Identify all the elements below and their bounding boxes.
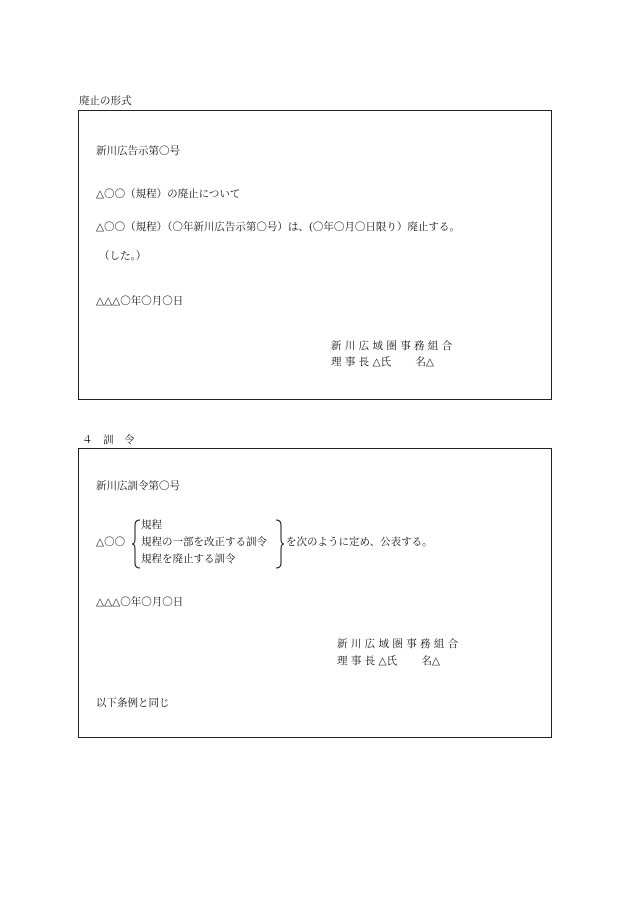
section2-heading: ４ 訓 令 <box>82 434 135 446</box>
option-kitei: 規程 <box>141 519 162 531</box>
section2-suffix: を次のように定め、公表する。 <box>286 536 433 548</box>
section2-frame <box>78 448 552 738</box>
section1-organization: 新 川 広 域 圏 事 務 組 合 <box>331 340 453 352</box>
section1-body: △〇〇（規程）（〇年新川広告示第〇号）は、(〇年〇月〇日限り）廃止する。 <box>96 221 460 233</box>
option-amendment: 規程の一部を改正する訓令 <box>141 536 267 548</box>
section2-footer-note: 以下条例と同じ <box>96 697 170 709</box>
section1-heading: 廃止の形式 <box>79 95 132 107</box>
section2-signatory: 理 事 長 △氏 名△ <box>337 655 441 667</box>
left-brace-icon <box>131 519 141 569</box>
section1-alt-text: （した。） <box>99 250 147 262</box>
section1-notice-number: 新川広告示第〇号 <box>96 145 180 157</box>
section1-subject: △〇〇（規程）の廃止について <box>96 188 241 200</box>
option-abolition: 規程を廃止する訓令 <box>141 553 236 565</box>
section2-organization: 新 川 広 域 圏 事 務 組 合 <box>337 638 459 650</box>
section1-signatory: 理 事 長 △氏 名△ <box>331 356 435 368</box>
section1-date: △△△〇年〇月〇日 <box>96 295 184 307</box>
right-brace-icon <box>275 519 285 569</box>
section1-frame <box>78 110 552 400</box>
section2-date: △△△〇年〇月〇日 <box>96 596 184 608</box>
section2-notice-number: 新川広訓令第〇号 <box>96 480 180 492</box>
section2-prefix: △〇〇 <box>96 536 126 548</box>
